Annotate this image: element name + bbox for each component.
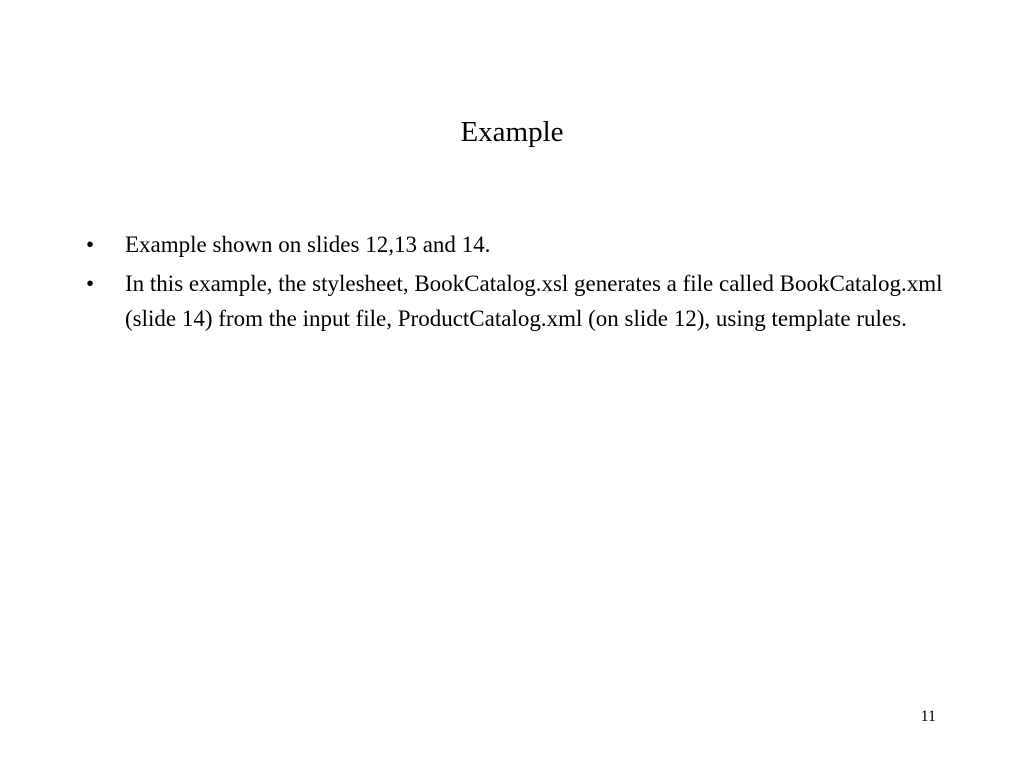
bullet-item bbox=[86, 227, 946, 262]
page-number: 11 bbox=[920, 708, 936, 725]
slide-title: Example bbox=[460, 116, 564, 148]
bullet-point-icon: • bbox=[86, 232, 95, 257]
bullet-list bbox=[86, 227, 946, 340]
bullet-text: In this example, the stylesheet, BookCatalog.xsl generates a file called BookCatalog.xml (slide 14) from the input file, ProductCatalog.xml (on slide 12), using template rules. bbox=[125, 271, 943, 331]
bullet-point-icon: • bbox=[86, 271, 95, 296]
bullet-text: Example shown on slides 12,13 and 14. bbox=[125, 232, 491, 257]
bullet-item bbox=[86, 266, 946, 336]
